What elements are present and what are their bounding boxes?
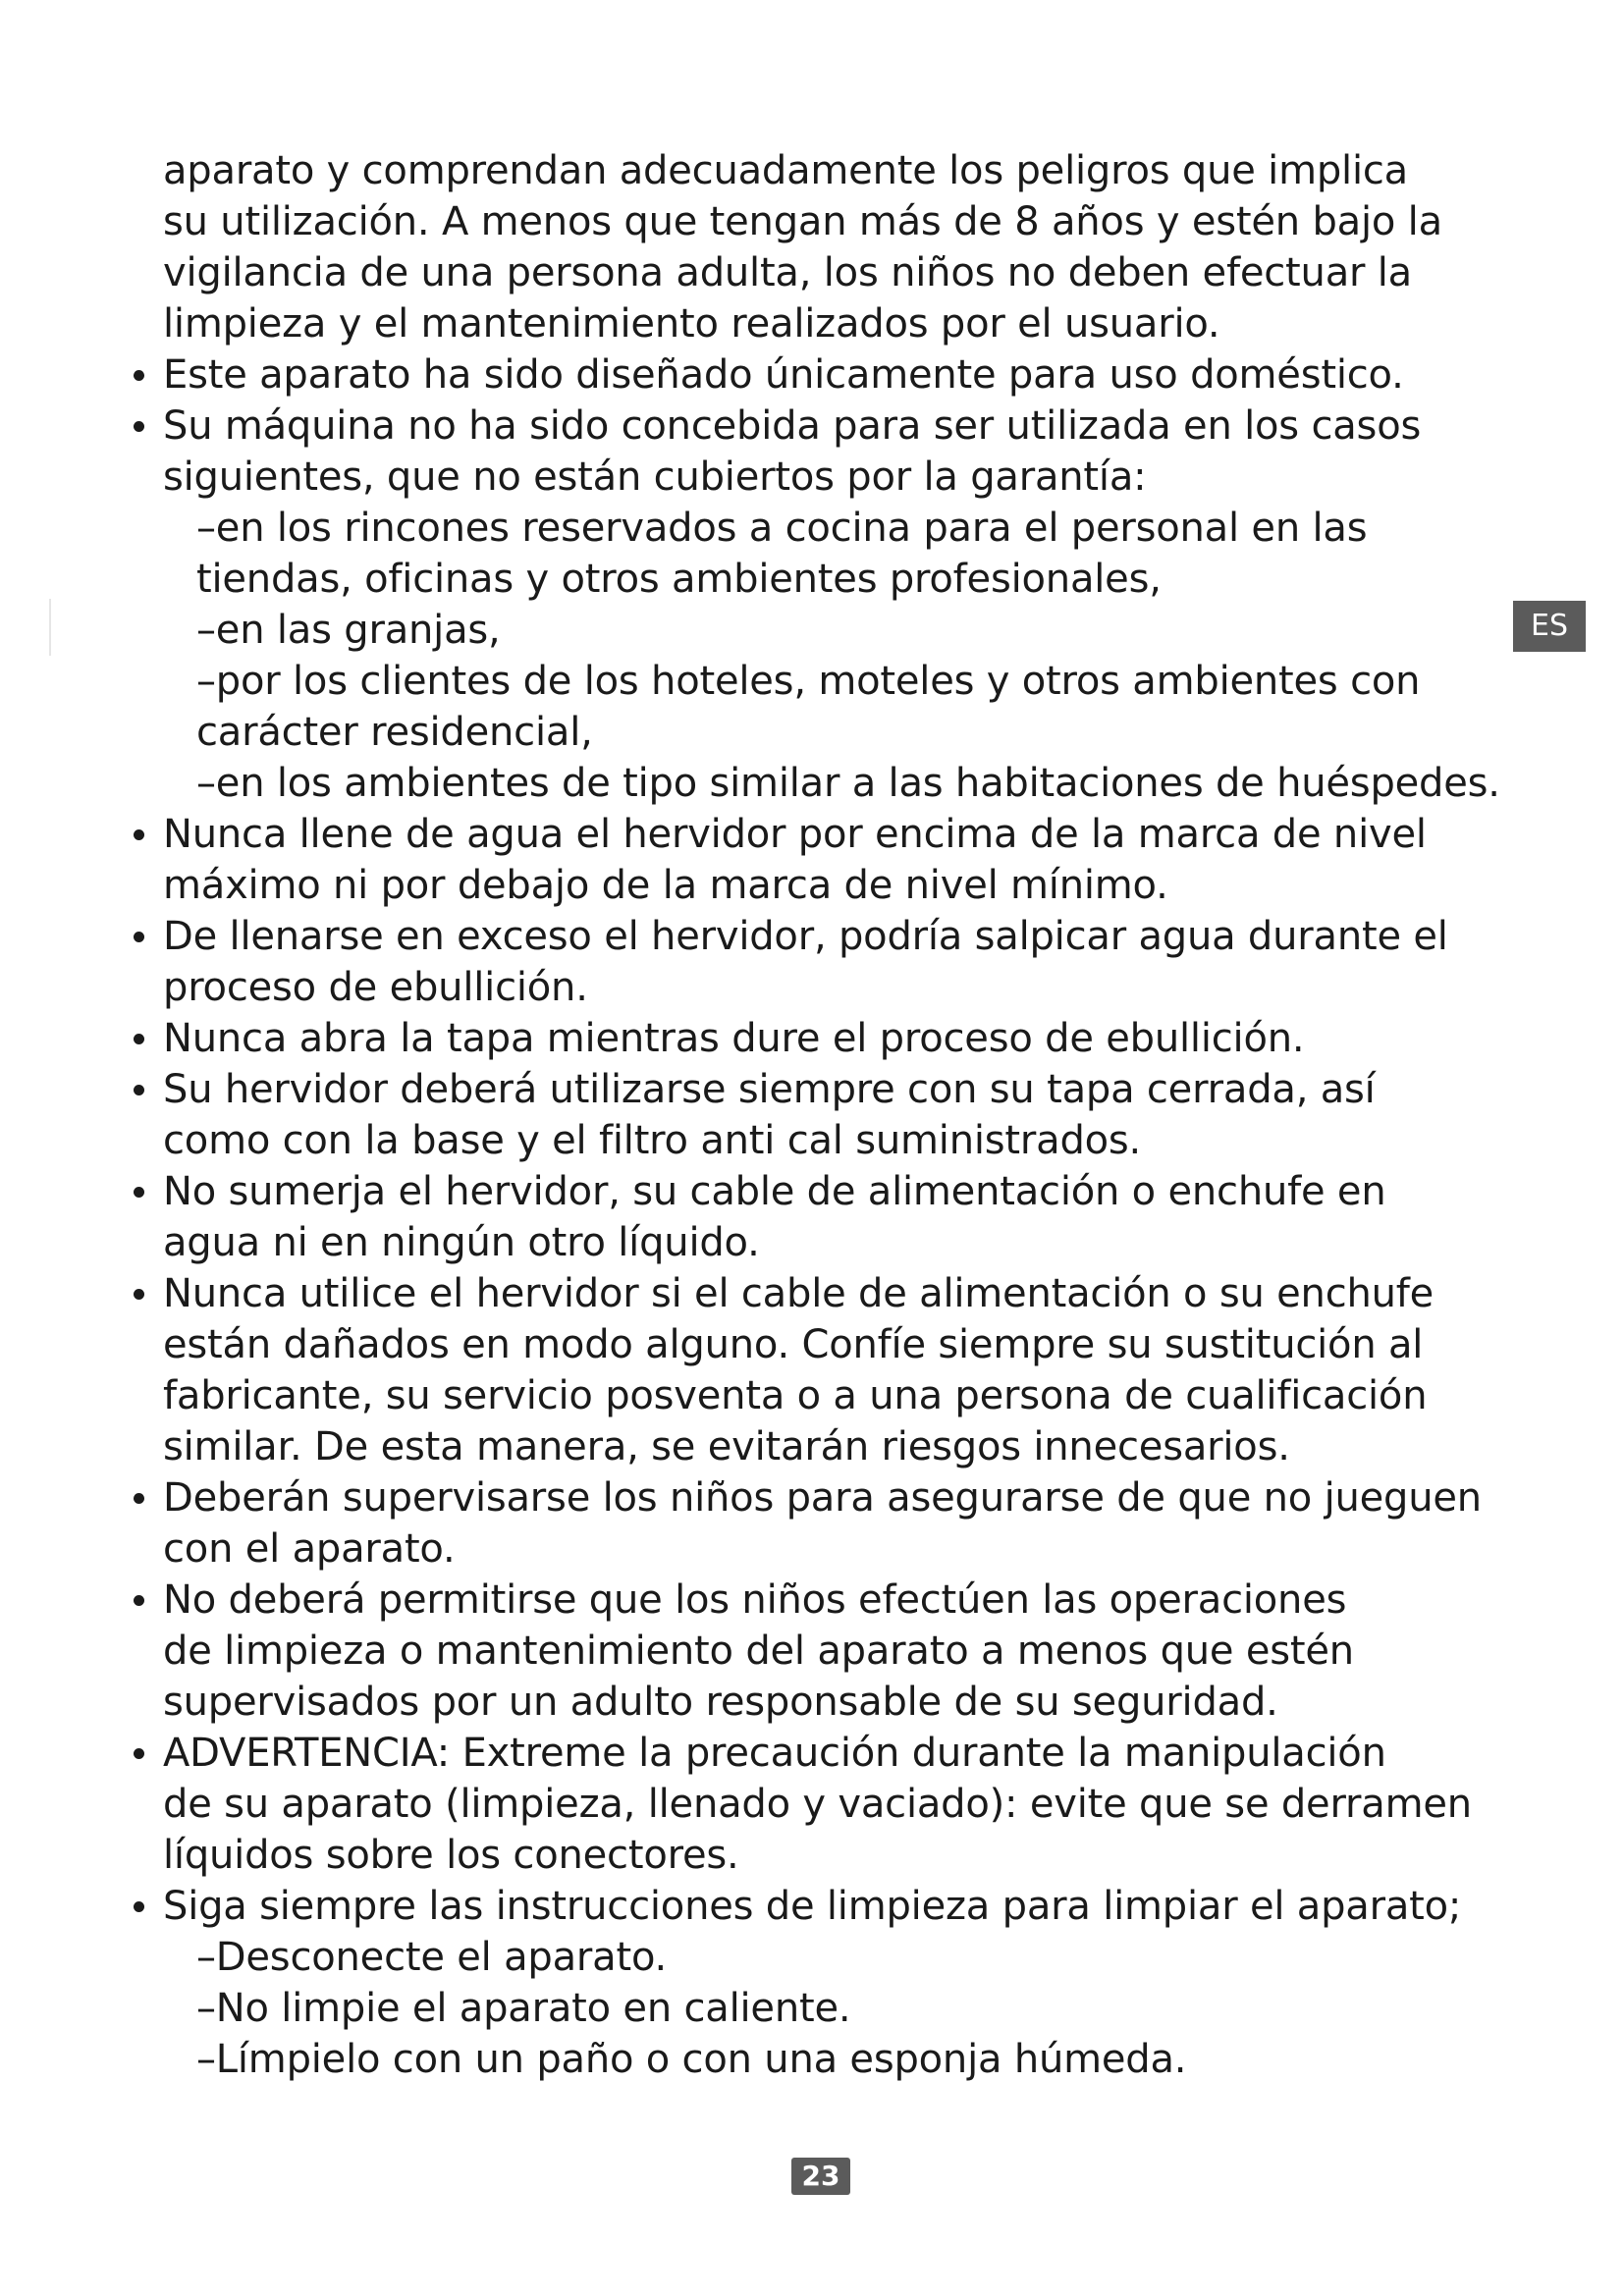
sub-item: –Límpielo con un paño o con una esponja húmeda. <box>196 2037 1187 2082</box>
bullet-item: Nunca llene de agua el hervidor por encima de la marca de nivel <box>126 809 1520 860</box>
text-line: están dañados en modo alguno. Confíe siempre su sustitución al <box>163 1322 1424 1367</box>
page-number: 23 <box>791 2158 850 2195</box>
bullet-item: Nunca abra la tapa mientras dure el proceso de ebullición. <box>126 1013 1520 1064</box>
text-line: como con la base y el filtro anti cal suministrados. <box>163 1118 1142 1163</box>
text-line: con el aparato. <box>163 1526 456 1572</box>
text-line: fabricante, su servicio posventa o a una persona de cualificación <box>163 1373 1428 1418</box>
sub-item: –Desconecte el aparato. <box>196 1935 668 1980</box>
bullet-item: No sumerja el hervidor, su cable de alimentación o enchufe en <box>126 1166 1520 1217</box>
bullet-item: Su hervidor deberá utilizarse siempre con su tapa cerrada, así <box>126 1064 1520 1115</box>
bullet-item: No deberá permitirse que los niños efectúen las operaciones <box>126 1575 1520 1626</box>
bullet-item: ADVERTENCIA: Extreme la precaución durante la manipulación <box>126 1728 1520 1779</box>
bullet-item: Deberán supervisarse los niños para asegurarse de que no jueguen <box>126 1472 1520 1523</box>
safety-instructions <box>126 145 1520 2085</box>
bullet-item: Este aparato ha sido diseñado únicamente para uso doméstico. <box>126 349 1520 400</box>
text-line: agua ni en ningún otro líquido. <box>163 1220 760 1265</box>
sub-item-continuation: tiendas, oficinas y otros ambientes profesionales, <box>196 557 1162 602</box>
text-line: aparato y comprendan adecuadamente los peligros que implica <box>163 148 1408 193</box>
language-tab: ES <box>1513 601 1586 652</box>
text-line: siguientes, que no están cubiertos por la garantía: <box>163 454 1147 500</box>
bullet-item: Nunca utilice el hervidor si el cable de alimentación o su enchufe <box>126 1268 1520 1319</box>
text-line: supervisados por un adulto responsable de su seguridad. <box>163 1680 1278 1725</box>
text-line: máximo ni por debajo de la marca de nivel mínimo. <box>163 863 1168 908</box>
text-line: vigilancia de una persona adulta, los niños no deben efectuar la <box>163 250 1412 295</box>
sub-item: –en los rincones reservados a cocina para el personal en las <box>196 506 1368 551</box>
sub-item: –No limpie el aparato en caliente. <box>196 1986 851 2031</box>
text-line: proceso de ebullición. <box>163 965 588 1010</box>
text-line: su utilización. A menos que tengan más de 8 años y estén bajo la <box>163 199 1442 244</box>
text-line: de su aparato (limpieza, llenado y vaciado): evite que se derramen <box>163 1782 1472 1827</box>
bullet-item: Siga siempre las instrucciones de limpieza para limpiar el aparato; <box>126 1881 1520 1932</box>
sub-item: –en las granjas, <box>196 608 501 653</box>
margin-rule <box>49 599 51 656</box>
bullet-item: De llenarse en exceso el hervidor, podría salpicar agua durante el <box>126 911 1520 962</box>
sub-item-continuation: carácter residencial, <box>196 710 593 755</box>
text-line: de limpieza o mantenimiento del aparato a menos que estén <box>163 1629 1354 1674</box>
text-line: similar. De esta manera, se evitarán riesgos innecesarios. <box>163 1424 1290 1469</box>
sub-item: –por los clientes de los hoteles, moteles y otros ambientes con <box>196 659 1421 704</box>
text-line: limpieza y el mantenimiento realizados por el usuario. <box>163 301 1220 347</box>
text-line: líquidos sobre los conectores. <box>163 1833 739 1878</box>
sub-item: –en los ambientes de tipo similar a las habitaciones de huéspedes. <box>196 761 1500 806</box>
bullet-item: Su máquina no ha sido concebida para ser utilizada en los casos <box>126 400 1520 452</box>
